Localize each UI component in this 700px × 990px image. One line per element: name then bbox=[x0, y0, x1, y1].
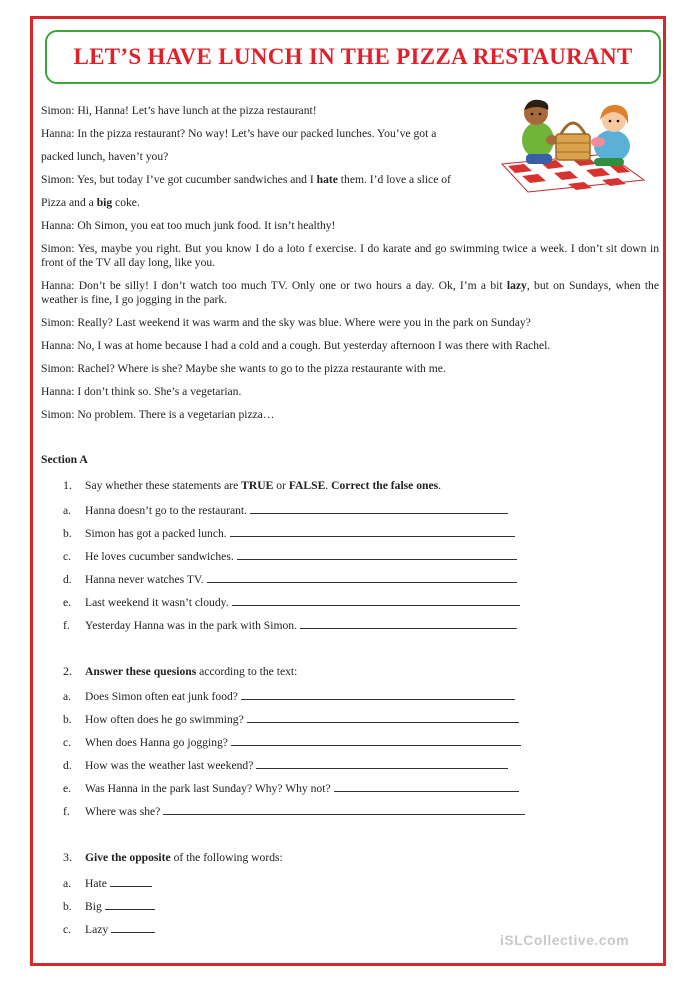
question-prompt: Answer these quesions according to the text: bbox=[85, 665, 298, 678]
dialogue-line: Simon: Yes, maybe you right. But you know I do a loto f exercise. I do karate and go swimming twice a week. I don’t sit down in front of the TV all day long, like you. bbox=[41, 242, 659, 269]
statement-item: b. Simon has got a packed lunch. bbox=[63, 525, 515, 540]
title-banner bbox=[45, 30, 661, 84]
answer-line[interactable] bbox=[207, 571, 517, 583]
boy-figure bbox=[522, 100, 558, 164]
question-item: a. Does Simon often eat junk food? bbox=[63, 688, 515, 703]
answer-line[interactable] bbox=[250, 502, 508, 514]
dialogue-line: Simon: Yes, but today I’ve got cucumber sandwiches and I hate them. I’d love a slice of bbox=[41, 173, 451, 186]
answer-line[interactable] bbox=[334, 780, 519, 792]
dialogue-line: Hanna: In the pizza restaurant? No way! Let’s have our packed lunches. You’ve got a bbox=[41, 127, 437, 140]
answer-line[interactable] bbox=[230, 525, 515, 537]
answer-line[interactable] bbox=[105, 898, 155, 910]
statement-item: f. Yesterday Hanna was in the park with Simon. bbox=[63, 617, 517, 632]
question-item: d. How was the weather last weekend? bbox=[63, 757, 508, 772]
question-item: c. When does Hanna go jogging? bbox=[63, 734, 521, 749]
answer-line[interactable] bbox=[247, 711, 519, 723]
question-number: 2. bbox=[63, 664, 72, 678]
statement-item: a. Hanna doesn’t go to the restaurant. bbox=[63, 502, 508, 517]
answer-line[interactable] bbox=[163, 803, 525, 815]
dialogue-line: Hanna: Oh Simon, you eat too much junk food. It isn’t healthy! bbox=[41, 219, 336, 232]
answer-line[interactable] bbox=[232, 594, 520, 606]
answer-line[interactable] bbox=[256, 757, 508, 769]
dialogue-line: Pizza and a big coke. bbox=[41, 196, 140, 209]
picnic-children-illustration bbox=[498, 96, 646, 194]
statement-item: c. He loves cucumber sandwiches. bbox=[63, 548, 517, 563]
dialogue-line: Simon: Really? Last weekend it was warm and the sky was blue. Where were you in the park on Sunday? bbox=[41, 316, 531, 329]
dialogue-line: Hanna: Don’t be silly! I don’t watch too much TV. Only one or two hours a day. Ok, I’m a bit lazy, but on Sundays, when the weather is fine, I go jogging in the park. bbox=[41, 279, 659, 306]
answer-line[interactable] bbox=[241, 688, 515, 700]
answer-line[interactable] bbox=[300, 617, 517, 629]
question-prompt: Say whether these statements are TRUE or FALSE. Correct the false ones. bbox=[85, 479, 442, 492]
question-number: 3. bbox=[63, 850, 72, 864]
question-prompt: Give the opposite of the following words: bbox=[85, 851, 283, 864]
statement-item: d. Hanna never watches TV. bbox=[63, 571, 517, 586]
word-item: c. Lazy bbox=[63, 921, 155, 936]
answer-line[interactable] bbox=[110, 875, 152, 887]
dialogue-line: packed lunch, haven’t you? bbox=[41, 150, 169, 163]
dialogue-line: Simon: No problem. There is a vegetarian pizza… bbox=[41, 408, 275, 421]
answer-line[interactable] bbox=[231, 734, 521, 746]
question-item: e. Was Hanna in the park last Sunday? Why? Why not? bbox=[63, 780, 519, 795]
question-number: 1. bbox=[63, 478, 72, 492]
answer-line[interactable] bbox=[237, 548, 517, 560]
dialogue-line: Hanna: No, I was at home because I had a cold and a cough. But yesterday afternoon I was there with Rachel. bbox=[41, 339, 551, 352]
dialogue-line: Hanna: I don’t think so. She’s a vegetarian. bbox=[41, 385, 242, 398]
watermark-logo: iSLCollective.com bbox=[500, 932, 630, 948]
question-item: f. Where was she? bbox=[63, 803, 525, 818]
word-item: b. Big bbox=[63, 898, 155, 913]
answer-line[interactable] bbox=[111, 921, 155, 933]
section-heading: Section A bbox=[41, 453, 88, 466]
question-item: b. How often does he go swimming? bbox=[63, 711, 519, 726]
word-item: a. Hate bbox=[63, 875, 152, 890]
picnic-basket-icon bbox=[556, 123, 590, 160]
statement-item: e. Last weekend it wasn’t cloudy. bbox=[63, 594, 520, 609]
dialogue-line: Simon: Rachel? Where is she? Maybe she wants to go to the pizza restaurante with me. bbox=[41, 362, 446, 375]
dialogue-line: Simon: Hi, Hanna! Let’s have lunch at the pizza restaurant! bbox=[41, 104, 317, 117]
page-title: LET’S HAVE LUNCH IN THE PIZZA RESTAURANT bbox=[73, 44, 633, 69]
